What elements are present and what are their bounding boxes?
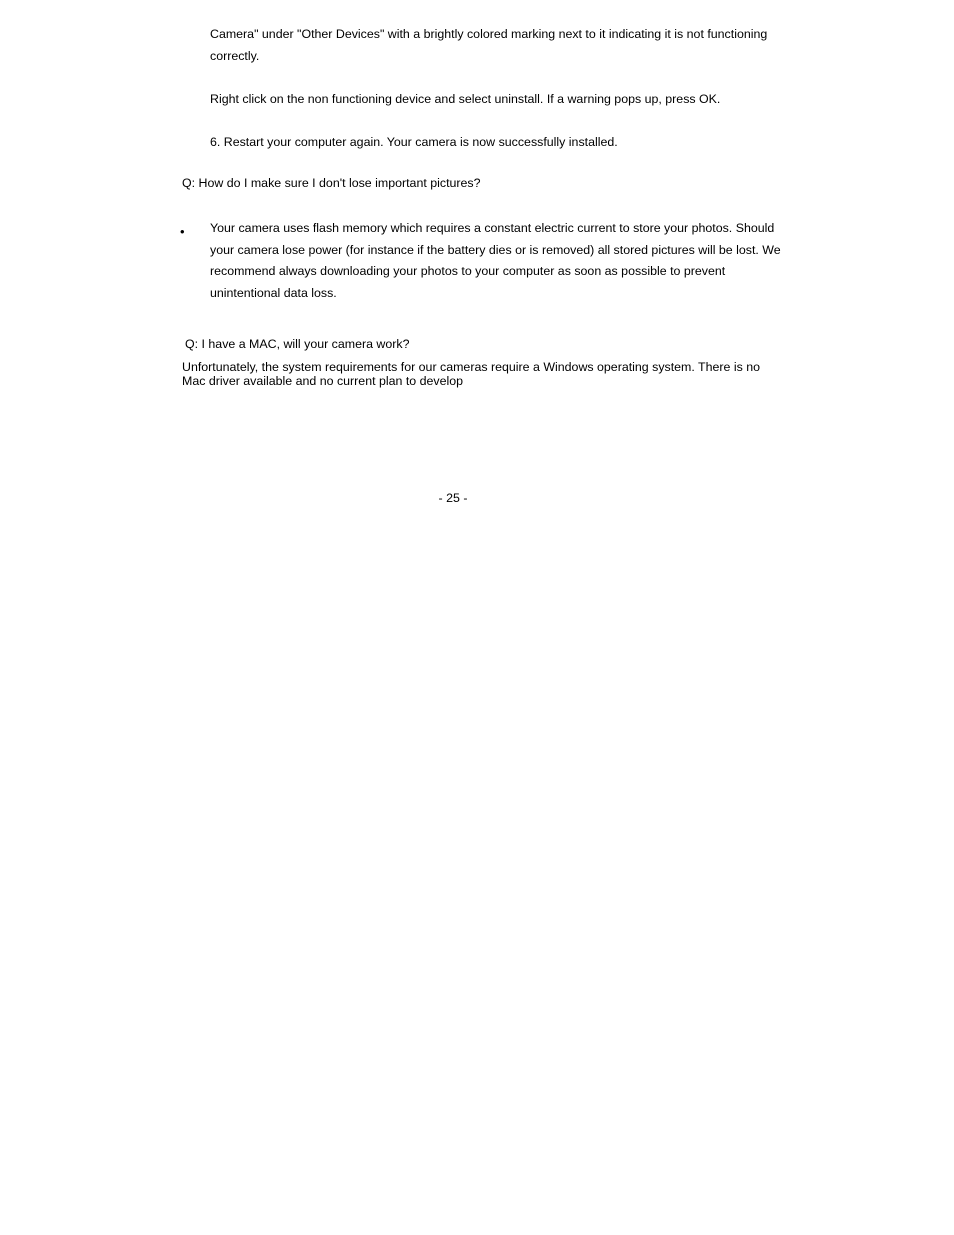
uninstall-instruction-text: Right click on the non functioning device and select uninstall. If a warning pops up, press OK. [210,92,721,106]
bullet-icon: • [180,224,185,239]
faq-question-lose-pictures: Q: How do I make sure I don't lose important pictures? [182,176,481,190]
faq-answer-mac: Unfortunately, the system requirements for our cameras require a Windows operating system. There is no Mac driver available and no current plan to develop [182,360,761,388]
page-number: - 25 - [438,491,468,505]
faq-question-mac: Q: I have a MAC, will your camera work? [185,337,410,351]
faq-answer-lose-pictures: Your camera uses flash memory which requires a constant electric current to store your photos. Should your camera lose power (for instance if the battery dies or is removed) all stored pictures will be lost. We recommend always downloading your photos to your computer as soon as possible to prevent unintentional data loss. [210,221,781,300]
step5-continuation-text: Camera" under "Other Devices" with a brightly colored marking next to it indicating it is not functioning correctly. [210,27,768,63]
step6-text: 6. Restart your computer again. Your camera is now successfully installed. [210,135,618,149]
